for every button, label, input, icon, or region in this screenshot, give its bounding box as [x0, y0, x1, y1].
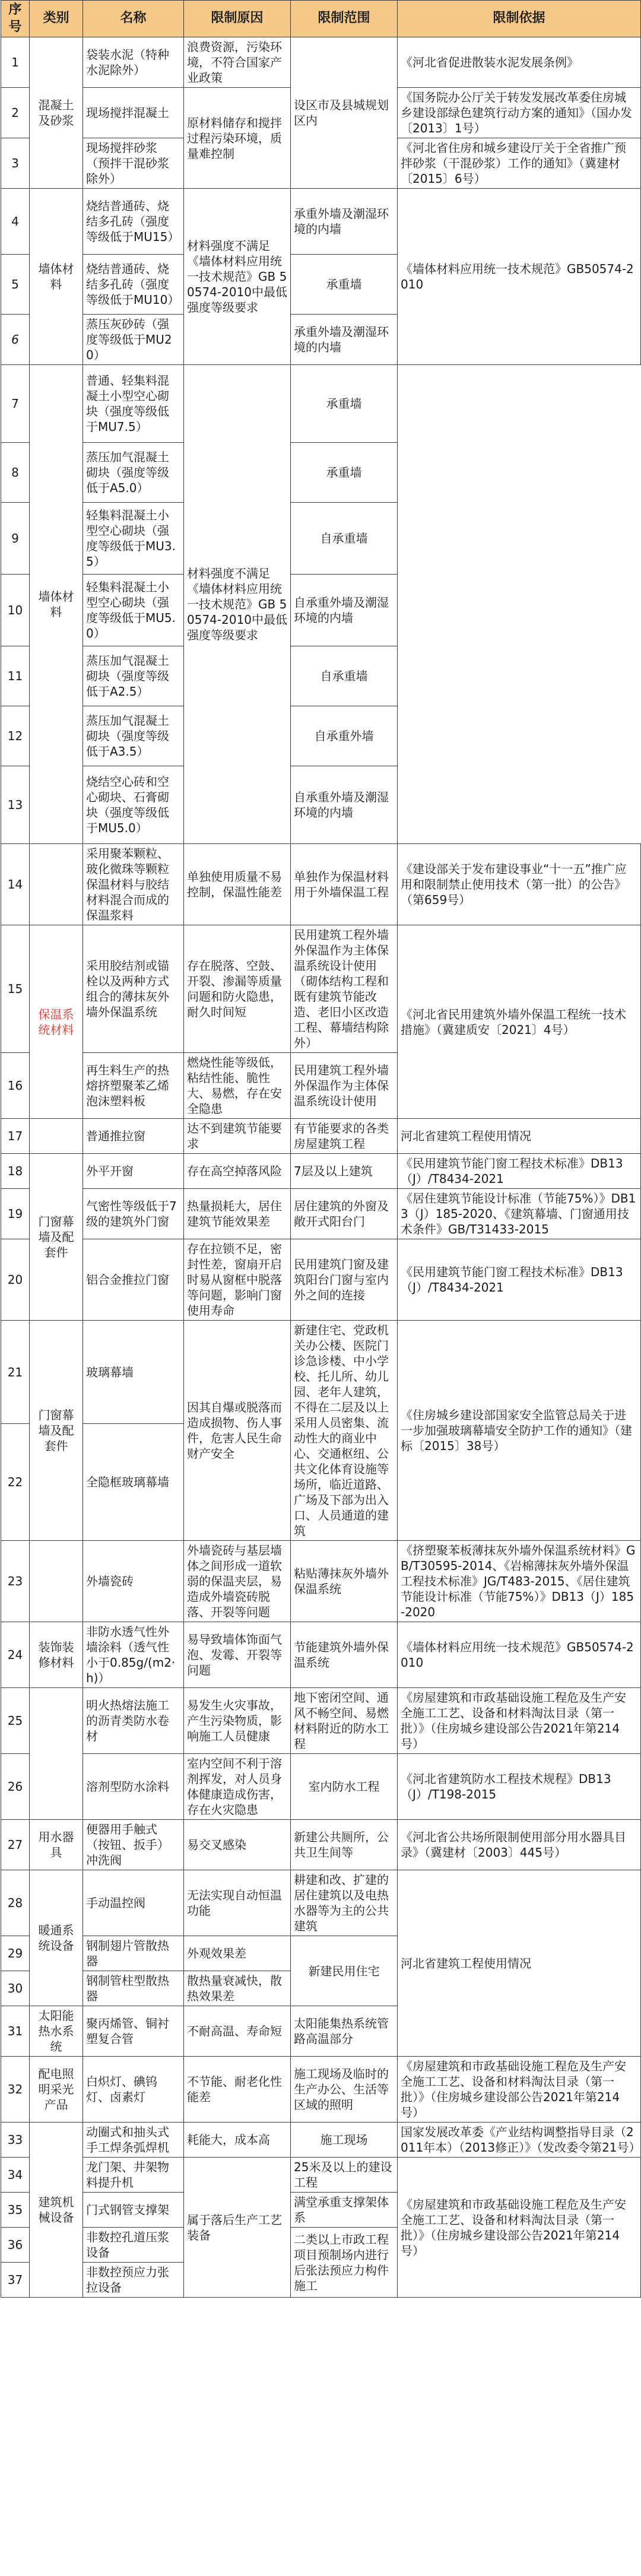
basis-cell: 《河北省建筑防水工程技术规程》DB13（J）/T198-2015 — [398, 1754, 641, 1820]
header-cell: 序号 — [1, 1, 30, 37]
row-number-cell: 36 — [1, 2228, 30, 2263]
reason-cell: 易交叉感染 — [184, 1820, 291, 1870]
category-cell: 用水器具 — [30, 1820, 83, 1870]
scope-cell: 自承重外墙 — [291, 706, 398, 766]
reason-cell: 存在高空掉落风险 — [184, 1154, 291, 1189]
reason-cell: 无法实现自动恒温功能 — [184, 1870, 291, 1936]
basis-cell: 《房屋建筑和市政基础设施工程危及生产安全施工工艺、设备和材料淘汰目录（第一批）》（住房城乡建设部公告2021年第214号） — [398, 2158, 641, 2298]
item-name-cell: 铝合金推拉门窗 — [83, 1239, 184, 1321]
row-number-cell: 24 — [1, 1622, 30, 1688]
scope-cell: 设区市及县城规划区内 — [291, 37, 398, 189]
category-cell: 门窗幕墙及配套件 — [30, 1321, 83, 1541]
category-cell: 混凝土及砂浆 — [30, 37, 83, 189]
scope-cell: 自承重外墙及潮湿环境的内墙 — [291, 766, 398, 844]
item-name-cell: 蒸压加气混凝土砌块（强度等级低于A3.5） — [83, 706, 184, 766]
reason-cell: 材料强度不满足《墙体材料应用统一技术规范》GB 50574-2010中最低强度等级要求 — [184, 365, 291, 844]
scope-cell: 自承重墙 — [291, 646, 398, 706]
row-number-cell: 25 — [1, 1688, 30, 1754]
item-name-cell: 明火热熔法施工的沥青类防水卷材 — [83, 1688, 184, 1754]
table-row — [1, 844, 641, 925]
reason-cell: 存在拉锁不足，密封性差，窗扇开启时易从窗框中脱落等问题，影响门窗使用寿命 — [184, 1239, 291, 1321]
basis-cell: 《房屋建筑和市政基础设施工程危及生产安全施工工艺、设备和材料淘汰目录（第一批）》（住房城乡建设部公告2021年第214号） — [398, 2057, 641, 2123]
category-cell: 建筑机械设备 — [30, 2123, 83, 2298]
item-name-cell: 便器用手触式（按钮、扳手）冲洗阀 — [83, 1820, 184, 1870]
item-name-cell: 非防水透气性外墙涂料（透气性小于0.85g/(m2·h)） — [83, 1622, 184, 1688]
category-cell — [30, 844, 83, 925]
basis-cell: 《河北省住房和城乡建设厅关于全省推广预拌砂浆（干混砂浆）工作的通知》（冀建材〔2015〕6号） — [398, 138, 641, 189]
row-number-cell: 11 — [1, 646, 30, 706]
scope-cell: 新建公共厕所，公共卫生间等 — [291, 1820, 398, 1870]
category-cell — [30, 1541, 83, 1622]
item-name-cell: 手动温控阀 — [83, 1870, 184, 1936]
scope-cell: 承重外墙及潮湿环境的内墙 — [291, 189, 398, 255]
reason-cell: 散热量衰减快，散热效果差 — [184, 1971, 291, 2006]
table-row — [1, 1239, 641, 1321]
item-name-cell: 蒸压灰砂砖（强度等级低于MU20） — [83, 315, 184, 365]
row-number-cell: 13 — [1, 766, 30, 844]
row-number-cell: 2 — [1, 88, 30, 138]
restriction-table — [1, 0, 641, 2298]
table-row — [1, 1754, 641, 1820]
category-cell: 门窗幕墙及配套件 — [30, 1154, 83, 1321]
scope-cell: 耕建和改、扩建的居住建筑以及电热水器等为主的公共建筑 — [291, 1870, 398, 1936]
table-row — [1, 443, 641, 503]
table-row — [1, 1622, 641, 1688]
table-row — [1, 365, 641, 443]
table-body — [1, 37, 641, 2298]
reason-cell: 不耐高温、寿命短 — [184, 2006, 291, 2057]
table-row — [1, 1321, 641, 1424]
item-name-cell: 溶剂型防水涂料 — [83, 1754, 184, 1820]
item-name-cell: 再生料生产的热熔挤塑聚苯乙烯泡沫塑料板 — [83, 1053, 184, 1119]
row-number-cell: 27 — [1, 1820, 30, 1870]
item-name-cell: 采用聚苯颗粒、玻化微珠等颗粒保温材料与胶结材料混合而成的保温浆料 — [83, 844, 184, 925]
row-number-cell: 21 — [1, 1321, 30, 1424]
row-number-cell: 12 — [1, 706, 30, 766]
scope-cell: 承重墙 — [291, 255, 398, 315]
item-name-cell: 烧结普通砖、烧结多孔砖（强度等级低于MU15） — [83, 189, 184, 255]
row-number-cell: 31 — [1, 2006, 30, 2057]
reason-cell: 外墙瓷砖与基层墙体之间形成一道软弱的保温夹层，易造成外墙瓷砖脱落、开裂等问题 — [184, 1541, 291, 1622]
header-cell: 名称 — [83, 1, 184, 37]
row-number-cell: 26 — [1, 1754, 30, 1820]
row-number-cell: 4 — [1, 189, 30, 255]
scope-cell: 承重墙 — [291, 365, 398, 443]
reason-cell: 因其自爆或脱落而造成损物、伤人事件，危害人民生命财产安全 — [184, 1321, 291, 1541]
item-name-cell: 玻璃幕墙 — [83, 1321, 184, 1424]
category-cell: 墙体材料 — [30, 365, 83, 844]
row-number-cell: 32 — [1, 2057, 30, 2123]
table-row — [1, 189, 641, 255]
header-cell: 限制原因 — [184, 1, 291, 37]
row-number-cell: 14 — [1, 844, 30, 925]
row-number-cell: 18 — [1, 1154, 30, 1189]
item-name-cell: 龙门架、井架物料提升机 — [83, 2158, 184, 2193]
row-number-cell: 28 — [1, 1870, 30, 1936]
row-number-cell: 10 — [1, 575, 30, 646]
item-name-cell: 袋装水泥（特种水泥除外） — [83, 37, 184, 88]
item-name-cell: 烧结空心砖和空心砌块、石膏砌块（强度等级低于MU5.0） — [83, 766, 184, 844]
table-row — [1, 925, 641, 1053]
reason-cell: 材料强度不满足《墙体材料应用统一技术规范》GB 50574-2010中最低强度等级要求 — [184, 189, 291, 365]
row-number-cell: 35 — [1, 2193, 30, 2228]
category-cell: 暖通系统设备 — [30, 1870, 83, 2006]
basis-cell: 《国务院办公厅关于转发发展改革委住房城乡建设部绿色建筑行动方案的通知》（国办发〔2013〕1号） — [398, 88, 641, 138]
table-row — [1, 706, 641, 766]
scope-cell: 二类以上市政工程项目预制场内进行后张法预应力构件施工 — [291, 2228, 398, 2298]
item-name-cell: 动圈式和抽头式手工焊条弧焊机 — [83, 2123, 184, 2158]
reason-cell: 浪费资源，污染环境，不符合国家产业政策 — [184, 37, 291, 88]
table-row — [1, 1119, 641, 1154]
row-number-cell: 3 — [1, 138, 30, 189]
reason-cell: 达不到建筑节能要求 — [184, 1119, 291, 1154]
scope-cell: 民用建筑工程外墙外保温作为主体保温系统设计使用 — [291, 1053, 398, 1119]
table-row — [1, 503, 641, 575]
row-number-cell: 16 — [1, 1053, 30, 1119]
category-cell: 太阳能热水系统 — [30, 2006, 83, 2057]
row-number-cell: 6 — [1, 315, 30, 365]
header-cell: 限制依据 — [398, 1, 641, 37]
scope-cell: 室内防水工程 — [291, 1754, 398, 1820]
basis-cell: 国家发展改革委《产业结构调整指导目录（2011年本）（2013修正）》（发改委令第21号） — [398, 2123, 641, 2158]
row-number-cell: 5 — [1, 255, 30, 315]
basis-cell: 《墙体材料应用统一技术规范》GB50574-2010 — [398, 189, 641, 365]
item-name-cell: 全隐框玻璃幕墙 — [83, 1424, 184, 1541]
item-name-cell: 现场搅拌混凝土 — [83, 88, 184, 138]
scope-cell: 满堂承重支撑架体系 — [291, 2193, 398, 2228]
reason-cell: 单独使用质量不易控制，保温性能差 — [184, 844, 291, 925]
item-name-cell: 现场搅拌砂浆（预拌干混砂浆除外） — [83, 138, 184, 189]
row-number-cell: 9 — [1, 503, 30, 575]
category-cell: 保温系统材料 — [30, 925, 83, 1119]
item-name-cell: 非数控预应力张拉设备 — [83, 2263, 184, 2298]
reason-cell: 存在脱落、空鼓、开裂、渗漏等质量问题和防火隐患，耐久时间短 — [184, 925, 291, 1053]
table-row — [1, 1688, 641, 1754]
basis-cell: 《河北省促进散装水泥发展条例》 — [398, 37, 641, 88]
scope-cell: 施工现场及临时的生产办公、生活等区域的照明 — [291, 2057, 398, 2123]
item-name-cell: 门式钢管支撑架 — [83, 2193, 184, 2228]
row-number-cell: 19 — [1, 1189, 30, 1239]
basis-cell: 《河北省民用建筑外墙外保温工程统一技术措施》（冀建质安〔2021〕4号） — [398, 925, 641, 1119]
item-name-cell: 外平开窗 — [83, 1154, 184, 1189]
category-cell: 墙体材料 — [30, 189, 83, 365]
basis-cell: 河北省建筑工程使用情况 — [398, 1870, 641, 2057]
table-row — [1, 1870, 641, 1936]
scope-cell: 施工现场 — [291, 2123, 398, 2158]
scope-cell: 地下密闭空间、通风不畅空间、易燃材料附近的防水工程 — [291, 1688, 398, 1754]
basis-cell: 《挤塑聚苯板薄抹灰外墙外保温系统材料》GB/T30595-2014、《岩棉薄抹灰外墙外保温工程技术标准》JG/T483-2015、《居住建筑节能设计标准（节能75%）》DB13（J）185-2020 — [398, 1541, 641, 1622]
scope-cell: 民用建筑工程外墙外保温作为主体保温系统设计使用（砌体结构工程和既有建筑节能改造、老旧小区改造工程、幕墙结构除外） — [291, 925, 398, 1053]
item-name-cell: 普通推拉窗 — [83, 1119, 184, 1154]
basis-cell: 《居住建筑节能设计标准（节能75%）》DB13（J）185-2020、《建筑幕墙、门窗通用技术条件》GB/T31433-2015 — [398, 1189, 641, 1239]
scope-cell: 居住建筑的外窗及敞开式阳台门 — [291, 1189, 398, 1239]
row-number-cell: 7 — [1, 365, 30, 443]
row-number-cell: 17 — [1, 1119, 30, 1154]
item-name-cell: 外墙瓷砖 — [83, 1541, 184, 1622]
basis-cell: 《建设部关于发布建设事业“十一五”推广应用和限制禁止使用技术（第一批）的公告》（第659号） — [398, 844, 641, 925]
basis-cell: 《房屋建筑和市政基础设施工程危及生产安全施工工艺、设备和材料淘汰目录（第一批）》（住房城乡建设部公告2021年第214号） — [398, 1688, 641, 1754]
table-row — [1, 1154, 641, 1189]
table-row — [1, 2123, 641, 2158]
reason-cell: 属于落后生产工艺装备 — [184, 2158, 291, 2298]
item-name-cell: 蒸压加气混凝土砌块（强度等级低于A2.5） — [83, 646, 184, 706]
scope-cell: 新建民用住宅 — [291, 1936, 398, 2006]
scope-cell: 25米及以上的建设工程 — [291, 2158, 398, 2193]
reason-cell: 原材料储存和搅拌过程污染环境，质量难控制 — [184, 88, 291, 189]
table-row — [1, 1189, 641, 1239]
reason-cell: 室内空间不利于溶剂挥发，对人员身体健康造成伤害，存在火灾隐患 — [184, 1754, 291, 1820]
scope-cell: 自承重墙 — [291, 503, 398, 575]
table-row — [1, 2057, 641, 2123]
row-number-cell: 20 — [1, 1239, 30, 1321]
item-name-cell: 白炽灯、碘钨灯、卤素灯 — [83, 2057, 184, 2123]
scope-cell: 新建住宅、党政机关办公楼、医院门诊急诊楼、中小学校、托儿所、幼儿园、老年人建筑，不得在二层及以上采用人员密集、流动性大的商业中心、交通枢纽、公共文化体育设施等场所，临近道路、广场及下部为出入口、人员通道的建筑 — [291, 1321, 398, 1541]
category-cell: 装饰装修材料 — [30, 1622, 83, 1688]
basis-cell: 《墙体材料应用统一技术规范》GB50574-2010 — [398, 1622, 641, 1688]
item-name-cell: 采用胶结剂或锚栓以及两种方式组合的薄抹灰外墙外保温系统 — [83, 925, 184, 1053]
row-number-cell: 30 — [1, 1971, 30, 2006]
item-name-cell: 轻集料混凝土小型空心砌块（强度等级低于MU5.0） — [83, 575, 184, 646]
item-name-cell: 气密性等级低于7级的建筑外门窗 — [83, 1189, 184, 1239]
table-row — [1, 2158, 641, 2193]
reason-cell: 燃烧性能等级低，粘结性能、脆性大、易燃，存在安全隐患 — [184, 1053, 291, 1119]
reason-cell: 耗能大，成本高 — [184, 2123, 291, 2158]
table-row — [1, 1820, 641, 1870]
category-cell — [30, 1119, 83, 1154]
item-name-cell: 聚丙烯管、铜衬塑复合管 — [83, 2006, 184, 2057]
header-cell: 类别 — [30, 1, 83, 37]
scope-cell: 节能建筑外墙外保温系统 — [291, 1622, 398, 1688]
basis-cell: 《住房城乡建设部国家安全监管总局关于进一步加强玻璃幕墙安全防护工作的通知》（建标〔2015〕38号） — [398, 1321, 641, 1541]
reason-cell: 不节能、耐老化性能差 — [184, 2057, 291, 2123]
row-number-cell: 33 — [1, 2123, 30, 2158]
scope-cell: 承重外墙及潮湿环境的内墙 — [291, 315, 398, 365]
row-number-cell: 37 — [1, 2263, 30, 2298]
row-number-cell: 23 — [1, 1541, 30, 1622]
reason-cell: 热量损耗大，居住建筑节能效果差 — [184, 1189, 291, 1239]
scope-cell: 民用建筑门窗及建筑阳台门窗与室内外之间的连接 — [291, 1239, 398, 1321]
scope-cell: 7层及以上建筑 — [291, 1154, 398, 1189]
item-name-cell: 烧结普通砖、烧结多孔砖（强度等级低于MU10） — [83, 255, 184, 315]
basis-cell: 《河北省公共场所限制使用部分用水器具目录》（冀建材〔2003〕445号） — [398, 1820, 641, 1870]
row-number-cell: 22 — [1, 1424, 30, 1541]
table-row — [1, 766, 641, 844]
item-name-cell: 钢制管柱型散热器 — [83, 1971, 184, 2006]
table-row — [1, 646, 641, 706]
reason-cell: 外观效果差 — [184, 1936, 291, 1971]
basis-cell: 《民用建筑节能门窗工程技术标准》DB13（J）/T8434-2021 — [398, 1154, 641, 1189]
row-number-cell: 29 — [1, 1936, 30, 1971]
scope-cell: 承重墙 — [291, 443, 398, 503]
header-cell: 限制范围 — [291, 1, 398, 37]
scope-cell: 有节能要求的各类房屋建筑工程 — [291, 1119, 398, 1154]
table-row — [1, 575, 641, 646]
table-header-row — [1, 1, 641, 37]
item-name-cell: 轻集料混凝土小型空心砌块（强度等级低于MU3.5） — [83, 503, 184, 575]
row-number-cell: 34 — [1, 2158, 30, 2193]
reason-cell: 易发生火灾事故，产生污染物质，影响施工人员健康 — [184, 1688, 291, 1754]
table-row — [1, 37, 641, 88]
item-name-cell: 蒸压加气混凝土砌块（强度等级低于A5.0） — [83, 443, 184, 503]
item-name-cell: 非数控孔道压浆设备 — [83, 2228, 184, 2263]
basis-cell: 河北省建筑工程使用情况 — [398, 1119, 641, 1154]
basis-cell: 《民用建筑节能门窗工程技术标准》DB13（J）/T8434-2021 — [398, 1239, 641, 1321]
row-number-cell: 15 — [1, 925, 30, 1053]
scope-cell: 自承重外墙及潮湿环境的内墙 — [291, 575, 398, 646]
item-name-cell: 钢制翅片管散热器 — [83, 1936, 184, 1971]
scope-cell: 单独作为保温材料用于外墙保温工程 — [291, 844, 398, 925]
scope-cell: 太阳能集热系统管路高温部分 — [291, 2006, 398, 2057]
reason-cell: 易导致墙体饰面气泡、发霉、开裂等问题 — [184, 1622, 291, 1688]
item-name-cell: 普通、轻集料混凝土小型空心砌块（强度等级低于MU7.5） — [83, 365, 184, 443]
category-cell: 配电照明采光产品 — [30, 2057, 83, 2123]
table-row — [1, 1541, 641, 1622]
category-cell — [30, 1688, 83, 1820]
row-number-cell: 1 — [1, 37, 30, 88]
scope-cell: 粘贴薄抹灰外墙外保温系统 — [291, 1541, 398, 1622]
row-number-cell: 8 — [1, 443, 30, 503]
